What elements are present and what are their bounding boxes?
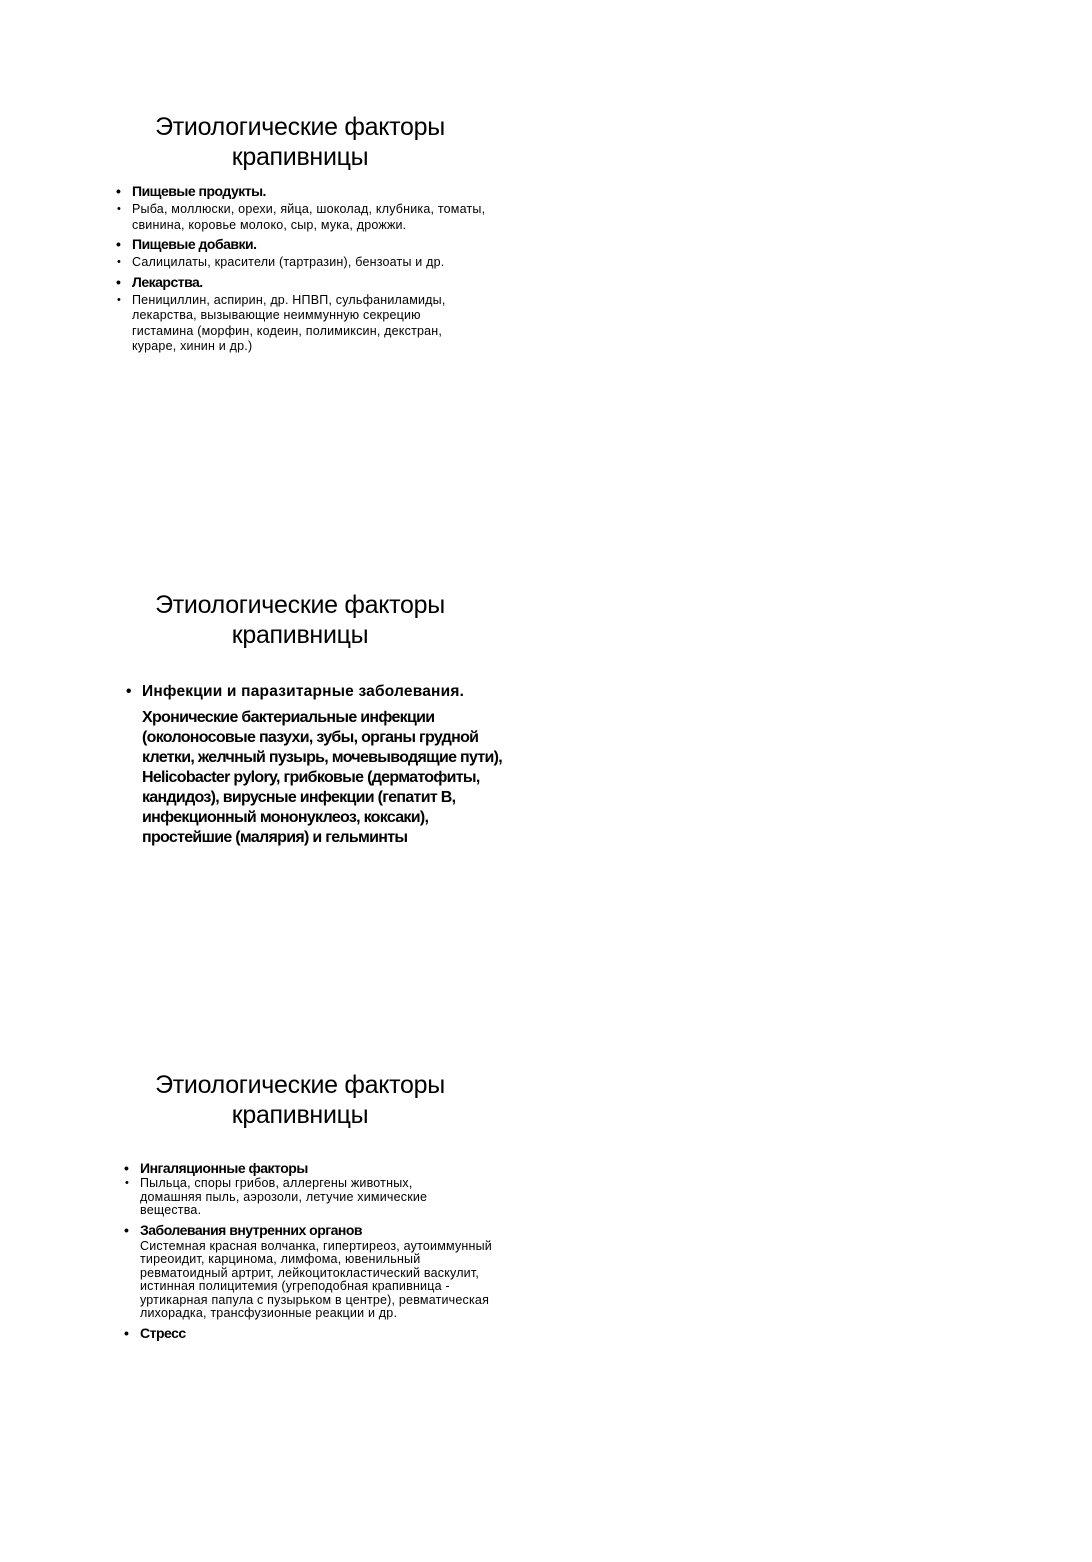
list-item-detail: • Пыльца, споры грибов, аллергены животных, домашняя пыль, аэрозоли, летучие химические вещества. <box>124 1177 440 1218</box>
slide-3-list <box>124 1159 496 1342</box>
slide-title: Этиологические факторы крапивницы <box>155 113 445 171</box>
list-item-head: • Пищевые продукты. <box>116 182 496 200</box>
list-item-detail: • Салицилаты, красители (тартразин), бензоаты и др. <box>116 255 496 271</box>
list-item-head: • Лекарства. <box>116 273 496 291</box>
list-item-head: • Пищевые добавки. <box>116 235 496 253</box>
list-item-body: Хронические бактериальные инфекции (околоносовые пазухи, зубы, органы грудной клетки, желчный пузырь, мочевыводящие пути), Helicobacter pylory, грибковые (дерматофиты, кандидоз), вирусные инфекции (гепатит В, инфекционный мононуклеоз, коксаки), простейшие (малярия) и гельминты <box>142 709 503 846</box>
slide-1-list <box>116 182 496 355</box>
list-item-head: • Инфекции и паразитарные заболевания. <box>126 682 506 702</box>
list-item-head: • Стресс <box>124 1324 496 1342</box>
list-item-detail: • Пенициллин, аспирин, др. НПВП, сульфаниламиды, лекарства, вызывающие неиммунную секрецию гистамина (морфин, кодеин, полимиксин, декстран, кураре, хинин и др.) <box>116 293 482 355</box>
list-item-head: • Заболевания внутренних органов <box>124 1221 496 1239</box>
list-item-head: • Ингаляционные факторы <box>124 1159 496 1177</box>
list-item-detail: • Рыба, моллюски, орехи, яйца, шоколад, клубника, томаты, свинина, коровье молоко, сыр, мука, дрожжи. <box>116 202 496 233</box>
slide-title: Этиологические факторы крапивницы <box>155 1071 445 1129</box>
slide-2-list <box>126 682 506 848</box>
slide-title: Этиологические факторы крапивницы <box>155 591 445 649</box>
list-item-body: Системная красная волчанка, гипертиреоз, аутоиммунный тиреоидит, карцинома, лимфома, ювенильный ревматоидный артрит, лейкоцитокластический васкулит, истинная полицитемия (угреподобная крапивница - уртикарная папула с пузырьком в центре), ревматическая лихорадка, трансфузионные реакции и др. <box>140 1238 492 1320</box>
